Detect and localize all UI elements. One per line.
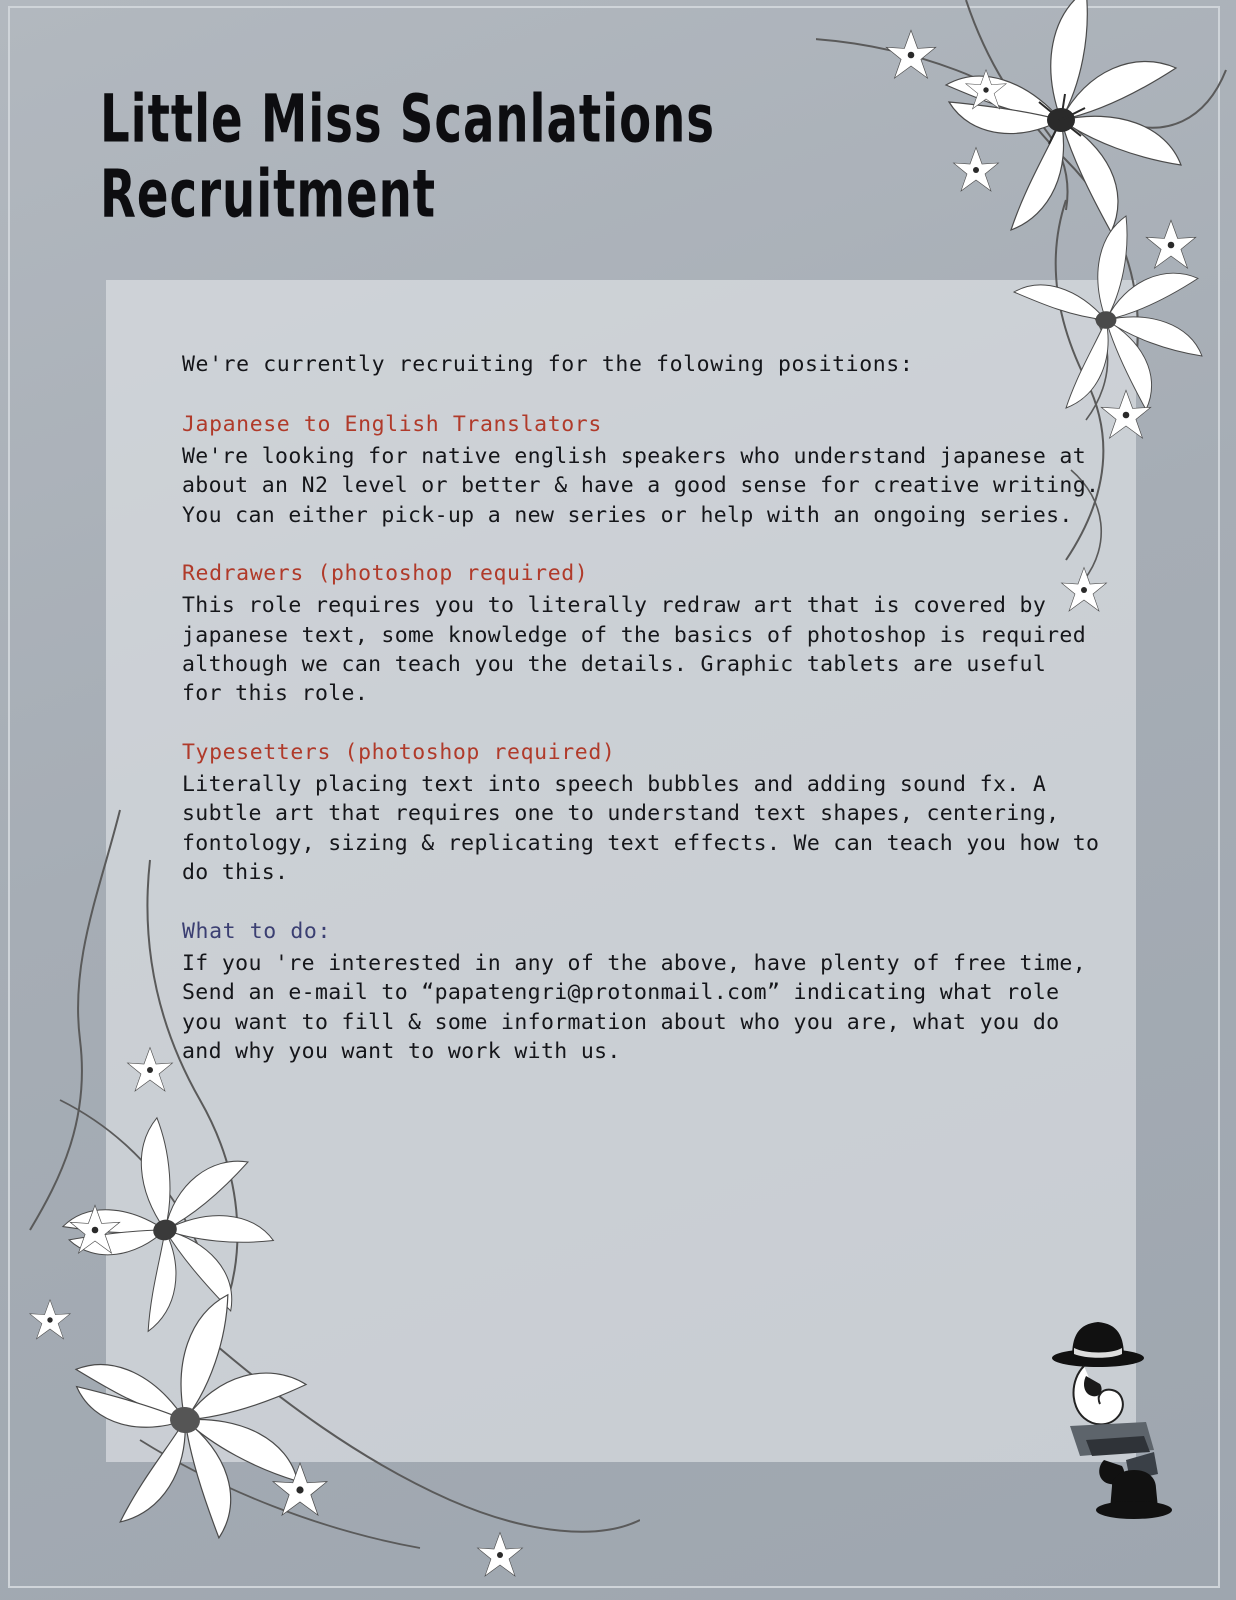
body-line: You can either pick-up a new series or help with an ongoing series. xyxy=(182,502,1073,528)
section-body xyxy=(182,591,1086,709)
page-title xyxy=(100,80,900,238)
body-line: although we can teach you the details. Graphic tablets are useful xyxy=(182,652,1047,678)
section-translators xyxy=(182,411,1100,530)
section-body xyxy=(182,442,1100,530)
title-line-2: Recruitment xyxy=(100,155,437,233)
body-line: This role requires you to literally redraw art that is covered by xyxy=(182,593,1047,619)
body-line-email[interactable]: Send an e-mail to “papatengri@protonmail.com” indicating what role xyxy=(182,980,1060,1006)
title-line-1: Little Miss Scanlations xyxy=(100,80,715,158)
body-line: We're looking for native english speakers who understand japanese at xyxy=(182,443,1086,469)
section-what-to-do xyxy=(182,918,1086,1067)
section-body xyxy=(182,949,1086,1067)
body-line: Literally placing text into speech bubbles and adding sound fx. A xyxy=(182,771,1047,797)
section-typesetters xyxy=(182,739,1100,888)
body-line: you want to fill & some information about who you are, what you do xyxy=(182,1009,1060,1035)
section-heading: Japanese to English Translators xyxy=(182,411,602,437)
body-line: japanese text, some knowledge of the basics of photoshop is required xyxy=(182,622,1086,648)
body-line: and why you want to work with us. xyxy=(182,1038,621,1064)
body-line: do this. xyxy=(182,860,289,886)
section-heading: What to do: xyxy=(182,918,331,944)
body-line: If you 're interested in any of the above, have plenty of free time, xyxy=(182,950,1086,976)
body-line: about an N2 level or better & have a good sense for creative writing. xyxy=(182,473,1100,499)
body-line: subtle art that requires one to understand text shapes, centering, xyxy=(182,801,1060,827)
section-heading: Redrawers (photoshop required) xyxy=(182,561,589,587)
section-redrawers xyxy=(182,560,1086,709)
body-line: for this role. xyxy=(182,681,369,707)
intro-text: We're currently recruiting for the folowing positions: xyxy=(182,352,914,377)
section-body xyxy=(182,770,1100,888)
body-line: fontology, sizing & replicating text effects. We can teach you how to xyxy=(182,830,1100,856)
recruitment-content xyxy=(182,352,1100,1096)
section-heading: Typesetters (photoshop required) xyxy=(182,739,616,765)
